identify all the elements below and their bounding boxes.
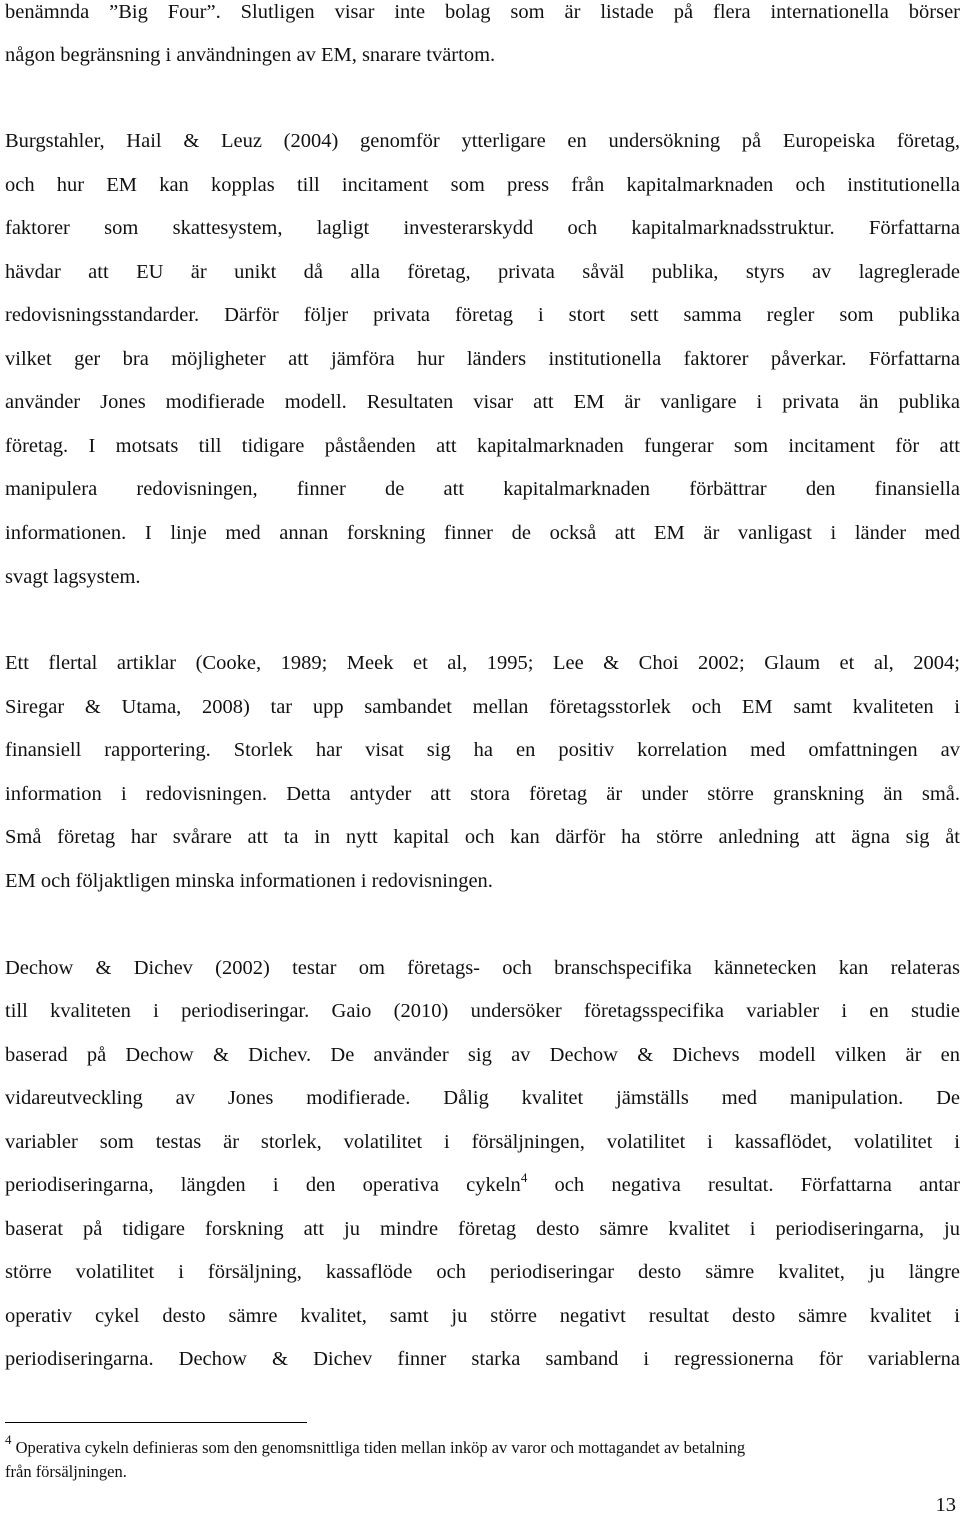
body-line: periodiseringarna. Dechow & Dichev finner starka samband i regressionerna för variablerna: [5, 1348, 960, 1370]
body-line: använder Jones modifierade modell. Resultaten visar att EM är vanligare i privata än publika: [5, 391, 960, 413]
body-line: till kvaliteten i periodiseringar. Gaio (2010) undersöker företagsspecifika variabler i en studie: [5, 1000, 960, 1022]
footnote-text: [5, 1432, 950, 1460]
body-line: större volatilitet i försäljning, kassaflöde och periodiseringar desto sämre kvalitet, ju längre: [5, 1261, 960, 1283]
body-line: baserad på Dechow & Dichev. De använder sig av Dechow & Dichevs modell vilken är en: [5, 1044, 960, 1066]
footnote-separator: [5, 1422, 307, 1423]
body-line: information i redovisningen. Detta antyder att stora företag är under större granskning än små.: [5, 783, 960, 805]
body-line: svagt lagsystem.: [5, 566, 141, 588]
body-line: benämnda ”Big Four”. Slutligen visar inte bolag som är listade på flera internationella börser: [5, 1, 960, 23]
body-line: Dechow & Dichev (2002) testar om företags- och branschspecifika kännetecken kan relateras: [5, 957, 960, 979]
footnote-line: Operativa cykeln definieras som den genomsnittliga tiden mellan inköp av varor och mottagandet av betalning: [15, 1438, 746, 1457]
body-line-part: periodiseringarna, längden i den operativa cykeln: [5, 1174, 521, 1196]
body-line: baserat på tidigare forskning att ju mindre företag desto sämre kvalitet i periodiseringarna, ju: [5, 1218, 960, 1240]
body-line: företag. I motsats till tidigare påståenden att kapitalmarknaden fungerar som incitament för att: [5, 435, 960, 457]
body-line: Små företag har svårare att ta in nytt kapital och kan därför ha större anledning att ägna sig åt: [5, 826, 960, 848]
body-line: informationen. I linje med annan forskning finner de också att EM är vanligast i länder med: [5, 522, 960, 544]
footnote-reference[interactable]: 4: [520, 1170, 528, 1185]
body-line: [5, 1167, 960, 1203]
page-number: 13: [935, 1494, 956, 1516]
body-line: hävdar att EU är unikt då alla företag, privata såväl publika, styrs av lagreglerade: [5, 261, 960, 283]
body-line: variabler som testas är storlek, volatilitet i försäljningen, volatilitet i kassaflödet, volatilitet i: [5, 1131, 960, 1153]
body-line: Ett flertal artiklar (Cooke, 1989; Meek et al, 1995; Lee & Choi 2002; Glaum et al, 2004;: [5, 652, 960, 674]
body-line: redovisningsstandarder. Därför följer privata företag i stort sett samma regler som publika: [5, 304, 960, 326]
body-line: operativ cykel desto sämre kvalitet, samt ju större negativt resultat desto sämre kvalitet i: [5, 1305, 960, 1327]
body-line: vidareutveckling av Jones modifierade. Dålig kvalitet jämställs med manipulation. De: [5, 1087, 960, 1109]
body-line: EM och följaktligen minska informationen i redovisningen.: [5, 870, 493, 892]
body-line: finansiell rapportering. Storlek har visat sig ha en positiv korrelation med omfattningen av: [5, 739, 960, 761]
body-line: Siregar & Utama, 2008) tar upp sambandet mellan företagsstorlek och EM samt kvaliteten i: [5, 696, 960, 718]
body-line: någon begränsning i användningen av EM, snarare tvärtom.: [5, 44, 496, 66]
footnote-marker: 4: [5, 1432, 12, 1447]
body-line: manipulera redovisningen, finner de att kapitalmarknaden förbättrar den finansiella: [5, 478, 960, 500]
body-line-part: och negativa resultat. Författarna antar: [554, 1174, 960, 1196]
body-line: Burgstahler, Hail & Leuz (2004) genomför ytterligare en undersökning på Europeiska företag,: [5, 130, 960, 152]
body-line: vilket ger bra möjligheter att jämföra hur länders institutionella faktorer påverkar. Författarna: [5, 348, 960, 370]
footnote-line: från försäljningen.: [5, 1462, 127, 1481]
body-line: och hur EM kan kopplas till incitament som press från kapitalmarknaden och institutionella: [5, 174, 960, 196]
body-line: faktorer som skattesystem, lagligt investerarskydd och kapitalmarknadsstruktur. Författarna: [5, 217, 960, 239]
